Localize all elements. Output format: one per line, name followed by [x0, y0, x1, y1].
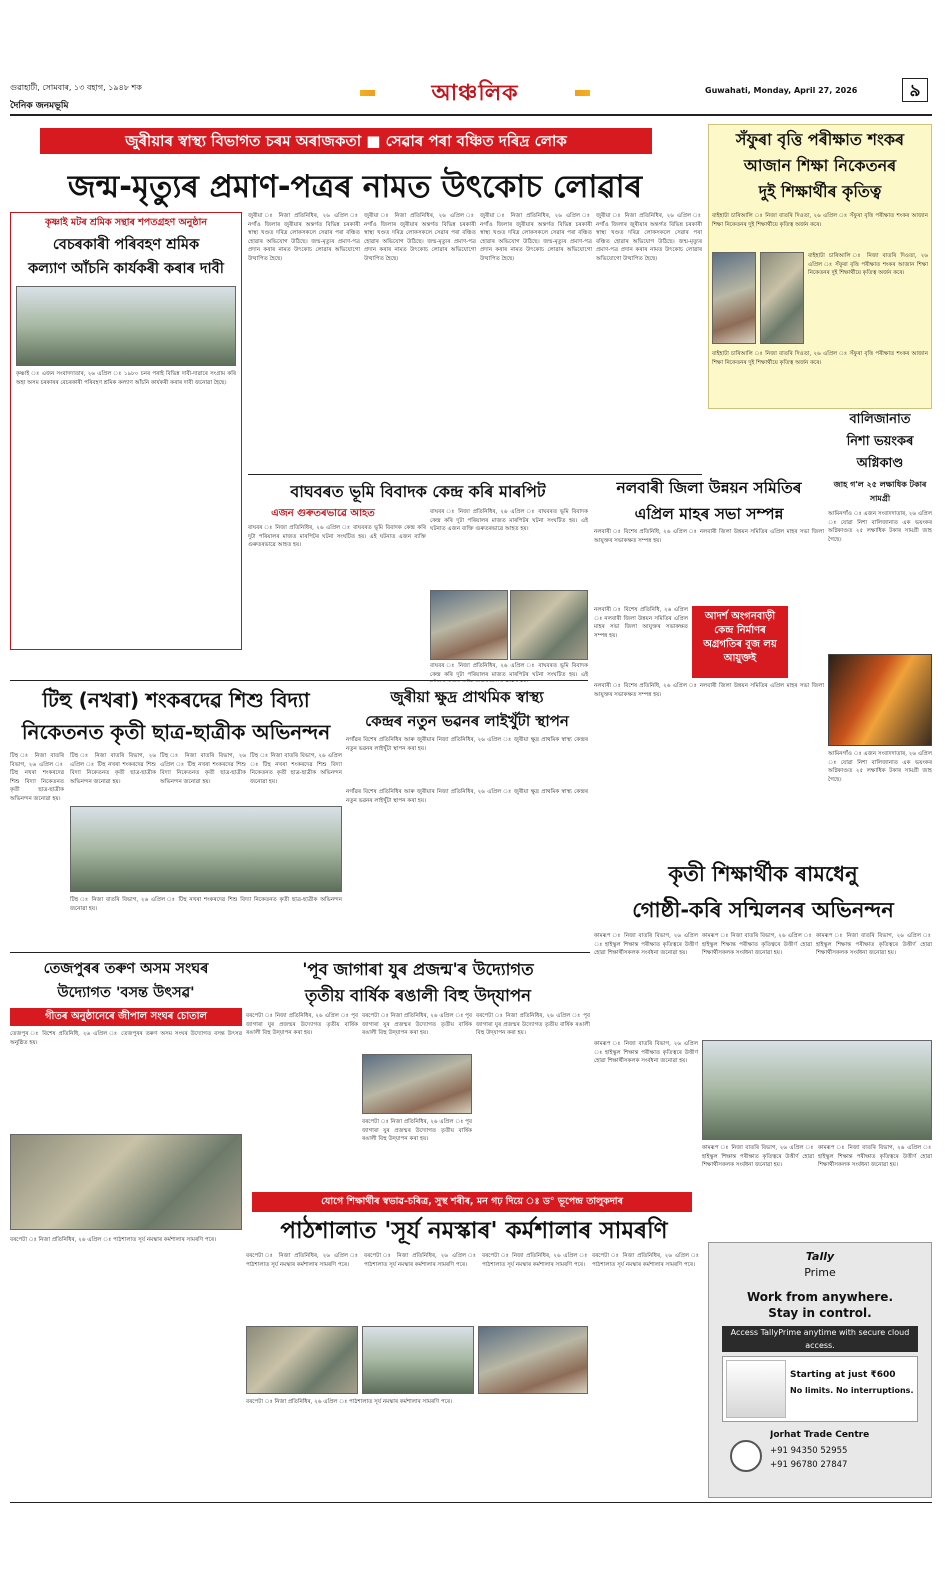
kriti-body-3: কামৰূপ ঃ নিজা বাতৰি বিভাগ, ২৬ এপ্ৰিল ঃ হাইস্কুল শিক্ষান্ত পৰীক্ষাত কৃতিত্বৰে উত্তীৰ্ণ হোৱা শিক্ষাৰ্থীসকলক সংৰ্বধনা জনোৱা হয়।	[816, 933, 932, 957]
land-victim-photo-2	[510, 590, 588, 660]
yoga-body-2: বৰপেটা ঃ নিজা প্ৰতিনিধিৰ, ২৬ এপ্ৰিল ঃ পাঠশালাত সূৰ্য নমস্কাৰ কৰ্মশালাৰ সামৰণি পৰে।	[364, 1253, 478, 1268]
yoga-body-1: বৰপেটা ঃ নিজা প্ৰতিনিধিৰ, ২৬ এপ্ৰিল ঃ পাঠশালাত সূৰ্য নমস্কাৰ কৰ্মশালাৰ সামৰণি পৰে।	[246, 1253, 360, 1268]
juria-body-1: নগাঁৱৰ বিশেষ প্ৰতিনিধিৰ আৰু জুৰীয়াৰ নিজা প্ৰতিনিধিৰ, ২৬ এপ্ৰিল ঃ জুৰীয়া ক্ষুদ্ৰ প্ৰাথমিক স্বাস্থ্য কেন্দ্ৰৰ নতুন ভৱনৰ লাইখুঁটা স্থাপন কৰা হয়।	[346, 737, 588, 752]
bihu-body-3: বৰপেটা ঃ নিজা প্ৰতিনিধিৰ, ২৬ এপ্ৰিল ঃ পূব জাগাৰা যুৰ প্ৰজন্মৰ উদ্যোগত তৃতীয় বাৰ্ষিক ৰঙালী বিহু উদ্‌যাপন কৰা হয়।	[362, 1119, 472, 1143]
yoga-photo-2	[362, 1326, 474, 1394]
bihu-body-4: বৰপেটা ঃ নিজা প্ৰতিনিধিৰ, ২৬ এপ্ৰিল ঃ পূব জাগাৰা যুৰ প্ৰজন্মৰ উদ্যোগত তৃতীয় বাৰ্ষিক ৰঙালী বিহু উদ্‌যাপন কৰা হয়।	[476, 1013, 590, 1037]
sfura-student-photo-2	[760, 252, 804, 344]
lead-body-col-3: জুৰীয়া ঃ নিজা প্ৰতিনিধিৰ, ২৬ এপ্ৰিল ঃ নগাঁও জিলাৰ জুৰীয়াৰ অন্তৰ্গত বিভিন্ন চৰকাৰী স্বাস্থ্য খণ্ডত দৰিদ্ৰ লোকসকলে সেৱাৰ পৰা বঞ্চিত হোৱাৰ অভিযোগ উঠিছে। জন্ম-মৃত্যুৰ প্ৰমাণ-পত্ৰ প্ৰদান কৰাৰ নামত উৎকোচ লোৱাৰ অভিযোগো উত্থাপিত হৈছে।	[480, 213, 592, 262]
fire-kicker: জাহ গ'ল ২৫ লক্ষাধিক টকাৰ সামগ্ৰী	[833, 480, 927, 503]
juria-headline-1: জুৰীয়া ক্ষুদ্ৰ প্ৰাথমিক স্বাস্থ্য	[390, 688, 544, 706]
fire-photo	[828, 654, 932, 746]
lead-body-col-4: জুৰীয়া ঃ নিজা প্ৰতিনিধিৰ, ২৬ এপ্ৰিল ঃ নগাঁও জিলাৰ জুৰীয়াৰ অন্তৰ্গত বিভিন্ন চৰকাৰী স্বাস্থ্য খণ্ডত দৰিদ্ৰ লোকসকলে সেৱাৰ পৰা বঞ্চিত হোৱাৰ অভিযোগ উঠিছে। জন্ম-মৃত্যুৰ প্ৰমাণ-পত্ৰ প্ৰদান কৰাৰ নামত উৎকোচ লোৱাৰ অভিযোগো উত্থাপিত হৈছে।	[596, 213, 702, 262]
rule-mid-3	[10, 952, 590, 953]
worker-headline-1: বেচৰকাৰী পৰিবহণ শ্ৰমিক	[52, 237, 200, 253]
juria-body-2: নগাঁৱৰ বিশেষ প্ৰতিনিধিৰ আৰু জুৰীয়াৰ নিজা প্ৰতিনিধিৰ, ২৬ এপ্ৰিল ঃ জুৰীয়া ক্ষুদ্ৰ প্ৰাথমিক স্বাস্থ্য কেন্দ্ৰৰ নতুন ভৱনৰ লাইখুঁটা স্থাপন কৰা হয়।	[346, 789, 588, 804]
land-headline: বাঘবৰত ভূমি বিবাদক কেন্দ্ৰ কৰি মাৰপিট	[290, 482, 546, 501]
land-victim-photo-1	[430, 590, 508, 660]
footer-rule	[10, 1502, 932, 1503]
bihu-body-1: বৰপেটা ঃ নিজা প্ৰতিনিধিৰ, ২৬ এপ্ৰিল ঃ পূব জাগাৰা যুৰ প্ৰজন্মৰ উদ্যোগত তৃতীয় বাৰ্ষিক ৰঙালী বিহু উদ্‌যাপন কৰা হয়।	[246, 1013, 358, 1037]
tally-cta[interactable]: Access TallyPrime anytime with secure cloud access.	[722, 1326, 918, 1352]
tihu-body-4: টিহু ঃ নিজা বাতৰি বিভাগ, ২৬ এপ্ৰিল ঃ টিহু নখৰা শংকৰদেৱ শিশু বিদ্যা নিকেতনত কৃতী ছাত্ৰ-ছাত্ৰীক অভিনন্দন জনোৱা হয়।	[250, 753, 342, 785]
tally-line-1: Work from anywhere.	[746, 1290, 894, 1304]
kriti-body-1: কামৰূপ ঃ নিজা বাতৰি বিভাগ, ২৬ এপ্ৰিল ঃ হাইস্কুল শিক্ষান্ত পৰীক্ষাত কৃতিত্বৰে উত্তীৰ্ণ হোৱা শিক্ষাৰ্থীসকলক সংৰ্বধনা জনোৱা হয়।	[594, 933, 698, 957]
tally-offer: Starting at just ₹600	[790, 1370, 896, 1380]
tihu-body-2: টিহু ঃ নিজা বাতৰি বিভাগ, ২৬ এপ্ৰিল ঃ টিহু নখৰা শংকৰদেৱ শিশু বিদ্যা নিকেতনত কৃতী ছাত্ৰ-ছাত্ৰীক অভিনন্দন জনোৱা হয়।	[70, 753, 156, 785]
kriti-headline-2: গোষ্ঠী-কৰি সন্মিলনৰ অভিনন্দন	[632, 898, 894, 922]
tihu-photo	[70, 806, 342, 892]
kriti-body-5: কামৰূপ ঃ নিজা বাতৰি বিভাগ, ২৬ এপ্ৰিল ঃ হাইস্কুল শিক্ষান্ত পৰীক্ষাত কৃতিত্বৰে উত্তীৰ্ণ হোৱা শিক্ষাৰ্থীসকলক সংৰ্বধনা জনোৱা হয়।	[702, 1145, 814, 1169]
tally-dealer: Jorhat Trade Centre	[770, 1430, 870, 1440]
kriti-body-6: কামৰূপ ঃ নিজা বাতৰি বিভাগ, ২৬ এপ্ৰিল ঃ হাইস্কুল শিক্ষান্ত পৰীক্ষাত কৃতিত্বৰে উত্তীৰ্ণ হোৱা শিক্ষাৰ্থীসকলক সংৰ্বধনা জনোৱা হয়।	[818, 1145, 932, 1169]
worker-photo	[16, 286, 236, 366]
kriti-body-4: কামৰূপ ঃ নিজা বাতৰি বিভাগ, ২৬ এপ্ৰিল ঃ হাইস্কুল শিক্ষান্ত পৰীক্ষাত কৃতিত্বৰে উত্তীৰ্ণ হোৱা শিক্ষাৰ্থীসকলক সংৰ্বধনা জনোৱা হয়।	[594, 1041, 698, 1065]
tihu-headline-1: টিহু (নখৰা) শংকৰদেৱ শিশু বিদ্যা	[42, 688, 310, 712]
yoga-body-3: বৰপেটা ঃ নিজা প্ৰতিনিধিৰ, ২৬ এপ্ৰিল ঃ পাঠশালাত সূৰ্য নমস্কাৰ কৰ্মশালাৰ সামৰণি পৰে।	[482, 1253, 588, 1268]
nalbari-inset: আদৰ্শ অংগনবাড়ী কেন্দ্ৰ নিৰ্মাণৰ অগ্ৰগতিৰ বুজ লয় আয়ুক্তই	[692, 606, 788, 678]
tezpur-kicker: গীতৰ অনুষ্ঠানেৰে জীপাল সংঘৰ চোতাল	[10, 1008, 242, 1026]
top-banner: জুৰীয়াৰ স্বাস্থ্য বিভাগত চৰম অৰাজকতা ■ সেৱাৰ পৰা বঞ্চিত দৰিদ্ৰ লোক	[40, 128, 652, 154]
yoga-headline: পাঠশালাত 'সূৰ্য নমস্কাৰ' কৰ্মশালাৰ সামৰণি	[280, 1218, 668, 1244]
land-body-1: বাঘবৰ ঃ নিজা প্ৰতিনিধিৰ, ২৬ এপ্ৰিল ঃ বাঘবৰত ভূমি বিবাদক কেন্দ্ৰ কৰি দুটা পৰিয়ালৰ মাজত মাৰপিটৰ ঘটনা সংঘটিত হয়। এই ঘটনাত এজন ব্যক্তি গুৰুতৰভাৱে আহত হয়।	[248, 525, 426, 549]
fire-headline-1: বালিজানাত	[849, 412, 911, 427]
fire-body-1: আমিনগাঁও ঃ এজন সংবাদদাতাৰ, ২৬ এপ্ৰিল ঃ যোৱা নিশা বালিজানাত এক ভয়ংকৰ অগ্নিকাণ্ডত ২৫ লক্ষাধিক টকাৰ সামগ্ৰী জাহ গৈছে।	[828, 511, 932, 543]
land-kicker: এজন গুৰুতৰভাৱে আহত	[271, 508, 375, 519]
fire-headline-2: নিশা ভয়ংকৰ	[846, 434, 914, 449]
sfura-headline-3: দুই শিক্ষাৰ্থীৰ কৃতিত্ব	[758, 182, 882, 201]
yoga-body-5: বৰপেটা ঃ নিজা প্ৰতিনিধিৰ, ২৬ এপ্ৰিল ঃ পাঠশালাত সূৰ্য নমস্কাৰ কৰ্মশালাৰ সামৰণি পৰে।	[592, 1253, 700, 1268]
date-line-left: গুৱাহাটী, সোমবাৰ, ১৩ বহাগ, ১৯৪৮ শক	[10, 83, 142, 92]
tihu-body-3: টিহু ঃ নিজা বাতৰি বিভাগ, ২৬ এপ্ৰিল ঃ টিহু নখৰা শংকৰদেৱ শিশু বিদ্যা নিকেতনত কৃতী ছাত্ৰ-ছাত্ৰীক অভিনন্দন জনোৱা হয়।	[160, 753, 246, 785]
tally-phone-2[interactable]: +91 96780 27847	[770, 1460, 848, 1470]
nalbari-body-1: নলবাৰী ঃ বিশেষ প্ৰতিনিধি, ২৬ এপ্ৰিল ঃ নলবাৰী জিলা উন্নয়ন সমিতিৰ এপ্ৰিল মাহৰ সভা জিলা আয়ুক্তৰ সভাকক্ষত সম্পন্ন হয়।	[594, 529, 824, 544]
sfura-body-2: বাইহাটা চাৰিআলি ঃ নিজা বাতৰি দিওতা, ২৬ এপ্ৰিল ঃ সঁফুৰা বৃত্তি পৰীক্ষাত শংকৰ আজান শিক্ষা নিকেতনৰ দুই শিক্ষাৰ্থীয়ে কৃতিত্ব অৰ্জন কৰে।	[808, 253, 928, 277]
nalbari-headline-1: নলবাৰী জিলা উন্নয়ন সমিতিৰ	[616, 479, 802, 497]
land-body-2: বাঘবৰ ঃ নিজা প্ৰতিনিধিৰ, ২৬ এপ্ৰিল ঃ বাঘবৰত ভূমি বিবাদক কেন্দ্ৰ কৰি দুটা পৰিয়ালৰ মাজত মাৰপিটৰ ঘটনা সংঘটিত হয়। এই ঘটনাত এজন ব্যক্তি গুৰুতৰভাৱে আহত হয়।	[430, 509, 588, 533]
lead-body-col-1: জুৰীয়া ঃ নিজা প্ৰতিনিধিৰ, ২৬ এপ্ৰিল ঃ নগাঁও জিলাৰ জুৰীয়াৰ অন্তৰ্গত বিভিন্ন চৰকাৰী স্বাস্থ্য খণ্ডত দৰিদ্ৰ লোকসকলে সেৱাৰ পৰা বঞ্চিত হোৱাৰ অভিযোগ উঠিছে। জন্ম-মৃত্যুৰ প্ৰমাণ-পত্ৰ প্ৰদান কৰাৰ নামত উৎকোচ লোৱাৰ অভিযোগো উত্থাপিত হৈছে।	[248, 213, 360, 262]
bihu-photo	[362, 1054, 472, 1114]
sfura-headline-1: সঁফুৰা বৃত্তি পৰীক্ষাত শংকৰ	[735, 130, 905, 149]
bihu-body-2: বৰপেটা ঃ নিজা প্ৰতিনিধিৰ, ২৬ এপ্ৰিল ঃ পূব জাগাৰা যুৰ প্ৰজন্মৰ উদ্যোগত তৃতীয় বাৰ্ষিক ৰঙালী বিহু উদ্‌যাপন কৰা হয়।	[362, 1013, 472, 1037]
worker-headline-2: কল্যাণ আঁচনি কাৰ্যকৰী কৰাৰ দাবী	[28, 261, 224, 277]
sfura-body-3: বাইহাটা চাৰিআলি ঃ নিজা বাতৰি দিওতা, ২৬ এপ্ৰিল ঃ সঁফুৰা বৃত্তি পৰীক্ষাত শংকৰ আজান শিক্ষা নিকেতনৰ দুই শিক্ষাৰ্থীয়ে কৃতিত্ব অৰ্জন কৰে।	[712, 351, 928, 366]
masthead-title: আঞ্চলিক	[375, 76, 575, 110]
sfura-student-photo-1	[712, 252, 756, 344]
tally-brand: Tally	[805, 1250, 835, 1263]
fire-body-2: আমিনগাঁও ঃ এজন সংবাদদাতাৰ, ২৬ এপ্ৰিল ঃ যোৱা নিশা বালিজানাত এক ভয়ংকৰ অগ্নিকাণ্ডত ২৫ লক্ষাধিক টকাৰ সামগ্ৰী জাহ গৈছে।	[828, 751, 932, 783]
yoga-body-4: বৰপেটা ঃ নিজা প্ৰতিনিধিৰ, ২৬ এপ্ৰিল ঃ পাঠশালাত সূৰ্য নমস্কাৰ কৰ্মশালাৰ সামৰণি পৰে।	[246, 1399, 453, 1405]
nalbari-body-2: নলবাৰী ঃ বিশেষ প্ৰতিনিধি, ২৬ এপ্ৰিল ঃ নলবাৰী জিলা উন্নয়ন সমিতিৰ এপ্ৰিল মাহৰ সভা জিলা আয়ুক্তৰ সভাকক্ষত সম্পন্ন হয়।	[594, 607, 688, 639]
bihu-headline-1: 'পূব জাগাৰা যুৰ প্ৰজন্ম'ৰ উদ্যোগত	[302, 960, 534, 979]
tihu-body-1: টিহু ঃ নিজা বাতৰি বিভাগ, ২৬ এপ্ৰিল ঃ টিহু নখৰা শংকৰদেৱ শিশু বিদ্যা নিকেতনত কৃতী ছাত্ৰ-ছাত্ৰীক অভিনন্দন জনোৱা হয়।	[10, 753, 64, 802]
tezpur-headline-2: উদ্যোগত 'বসন্ত উৎসৱ'	[57, 985, 195, 1001]
sfura-headline-2: আজান শিক্ষা নিকেতনৰ	[743, 156, 897, 175]
page-number: ৯	[902, 78, 928, 102]
header-rule	[10, 114, 932, 116]
worker-body: কৃষ্ণাই ঃ এজন সংবাদদাতাৰ, ২৬ এপ্ৰিল ঃ ১৯৮০ চনৰ পৰাই বিভিন্ন দাবী-দাৱাৰে সংগ্ৰাম কৰি অহা অসম চৰকাৰৰ বেচৰকাৰী পৰিবহণ শ্ৰমিক কল্যাণ আঁচনি কাৰ্যকৰী কৰাৰ দাবী জনোৱা হৈছে।	[16, 371, 236, 386]
yoga-banner: যোগে শিক্ষাৰ্থীৰ স্বভাৱ-চৰিত্ৰ, সুস্থ শৰীৰ, মন গঢ় দিয়ে ঃ ড° ভূপেন্দ্ৰ তালুকদাৰ	[252, 1192, 692, 1212]
date-line-right: Guwahati, Monday, April 27, 2026	[705, 86, 858, 95]
tezpur-headline-1: তেজপুৰৰ তৰুণ অসম সংঘৰ	[43, 961, 209, 977]
kriti-photo	[702, 1040, 932, 1140]
yoga-body-left: বৰপেটা ঃ নিজা প্ৰতিনিধিৰ, ২৬ এপ্ৰিল ঃ পাঠশালাত সূৰ্য নমস্কাৰ কৰ্মশালাৰ সামৰণি পৰে।	[10, 1237, 217, 1243]
tally-offer-sub: No limits. No interruptions.	[790, 1386, 914, 1395]
nalbari-body-3: নলবাৰী ঃ বিশেষ প্ৰতিনিধি, ২৬ এপ্ৰিল ঃ নলবাৰী জিলা উন্নয়ন সমিতিৰ এপ্ৰিল মাহৰ সভা জিলা আয়ুক্তৰ সভাকক্ষত সম্পন্ন হয়।	[594, 683, 824, 698]
kriti-headline-1: কৃতী শিক্ষাৰ্থীক ৰামধেনু	[668, 862, 858, 886]
yoga-photo-3	[478, 1326, 588, 1394]
dealer-logo	[730, 1440, 762, 1472]
tezpur-photo	[10, 1134, 242, 1230]
sfura-body: বাইহাটা চাৰিআলি ঃ নিজা বাতৰি দিওতা, ২৬ এপ্ৰিল ঃ সঁফুৰা বৃত্তি পৰীক্ষাত শংকৰ আজান শিক্ষা নিকেতনৰ দুই শিক্ষাৰ্থীয়ে কৃতিত্ব অৰ্জন কৰে।	[712, 213, 928, 228]
juria-headline-2: কেন্দ্ৰৰ নতুন ভৱনৰ লাইখুঁটা স্থাপন	[365, 712, 569, 730]
land-body-3: বাঘবৰ ঃ নিজা প্ৰতিনিধিৰ, ২৬ এপ্ৰিল ঃ বাঘবৰত ভূমি বিবাদক কেন্দ্ৰ কৰি দুটা পৰিয়ালৰ মাজত মাৰপিটৰ ঘটনা সংঘটিত হয়। এই	[430, 663, 588, 678]
lead-body-col-2: জুৰীয়া ঃ নিজা প্ৰতিনিধিৰ, ২৬ এপ্ৰিল ঃ নগাঁও জিলাৰ জুৰীয়াৰ অন্তৰ্গত বিভিন্ন চৰকাৰী স্বাস্থ্য খণ্ডত দৰিদ্ৰ লোকসকলে সেৱাৰ পৰা বঞ্চিত হোৱাৰ অভিযোগ উঠিছে। জন্ম-মৃত্যুৰ প্ৰমাণ-পত্ৰ প্ৰদান কৰাৰ নামত উৎকোচ লোৱাৰ অভিযোগো উত্থাপিত হৈছে।	[364, 213, 476, 262]
tally-phone-1[interactable]: +91 94350 52955	[770, 1446, 848, 1456]
tihu-body-5: টিহু ঃ নিজা বাতৰি বিভাগ, ২৬ এপ্ৰিল ঃ টিহু নখৰা শংকৰদেৱ শিশু বিদ্যা নিকেতনত কৃতী ছাত্ৰ-ছাত্ৰীক অভিনন্দন জনোৱা হয়।	[70, 897, 342, 912]
tezpur-body-1: তেজপুৰ ঃ বিশেষ প্ৰতিনিধি, ২৬ এপ্ৰিল ঃ তেজপুৰৰ তৰুণ অসম সংঘৰ উদ্যোগত বসন্ত উৎসৱ অনুষ্ঠিত হয়।	[10, 1031, 242, 1046]
rule-mid-1	[248, 474, 702, 475]
kriti-body-2: কামৰূপ ঃ নিজা বাতৰি বিভাগ, ২৬ এপ্ৰিল ঃ হাইস্কুল শিক্ষান্ত পৰীক্ষাত কৃতিত্বৰে উত্তীৰ্ণ হোৱা শিক্ষাৰ্থীসকলক সংৰ্বধনা জনোৱা হয়।	[702, 933, 812, 957]
tally-line-2: Stay in control.	[768, 1306, 872, 1320]
rule-mid-2	[10, 680, 588, 681]
tally-illustration	[726, 1360, 786, 1418]
tihu-headline-2: নিকেতনত কৃতী ছাত্ৰ-ছাত্ৰীক অভিনন্দন	[21, 720, 331, 744]
fire-headline-3: অগ্নিকাণ্ড	[856, 456, 904, 471]
paper-name-left: দৈনিক জনমভূমি	[10, 101, 69, 111]
nalbari-headline-2: এপ্ৰিল মাহৰ সভা সম্পন্ন	[634, 505, 784, 523]
tally-product: Prime	[804, 1266, 836, 1279]
lead-headline: জন্ম-মৃত্যুৰ প্ৰমাণ-পত্ৰৰ নামত উৎকোচ লোৱাৰ	[67, 169, 643, 205]
bihu-headline-2: তৃতীয় বাৰ্ষিক ৰঙালী বিহু উদ্‌যাপন	[305, 986, 531, 1005]
worker-kicker: কৃষ্ণাই মটৰ শ্ৰমিক সন্থাৰ শপতগ্ৰহণ অনুষ্ঠান	[44, 217, 208, 228]
yoga-photo-1	[246, 1326, 358, 1394]
